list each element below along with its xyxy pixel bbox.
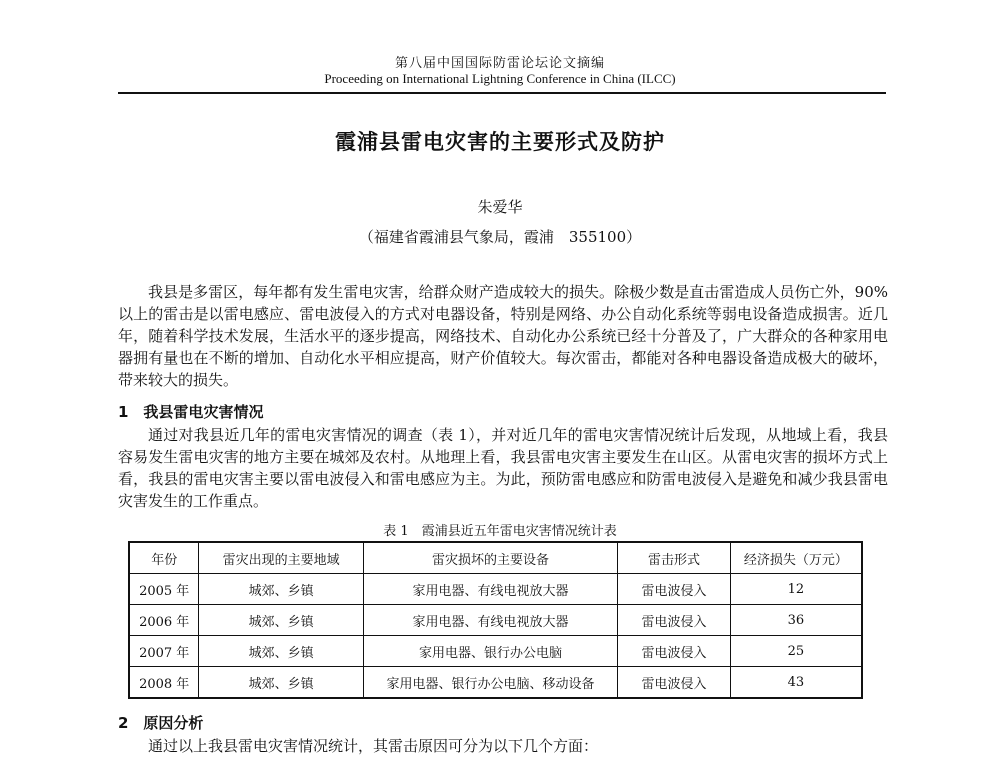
cell-loss: 36 [730, 605, 862, 636]
table-row [129, 574, 862, 605]
running-header-cn: 第八届中国国际防雷论坛论文摘编 [394, 56, 605, 71]
section-2-heading: 2 原因分析 [118, 714, 204, 732]
cell-equipment: 家用电器、银行办公电脑、移动设备 [363, 667, 617, 699]
intro-text: 我县是多雷区，每年都有发生雷电灾害，给群众财产造成较大的损失。除极少数是直击雷造成人员伤亡外，90%以上的雷击是以雷电感应、雷电波侵入的方式对电器设备，特别是网络、办公自动化系统等弱电设备造成损害。近几年，随着科学技术发展，生活水平的逐步提高，网络技术、自动化办公系统已经十分普及了，广大群众的各种家用电器拥有量也在不断的增加、自动化水平相应提高，财产价值较大。每次雷击，都能对各种电器设备造成极大的破坏，带来较大的损失。 [118, 283, 888, 389]
cell-loss: 25 [730, 636, 862, 667]
cell-year: 2005 年 [129, 574, 199, 605]
cell-region: 城郊、乡镇 [199, 605, 364, 636]
cell-year: 2007 年 [129, 636, 199, 667]
section-1-heading: 1 我县雷电灾害情况 [118, 403, 264, 421]
cell-form: 雷电波侵入 [618, 605, 731, 636]
running-header-en: Proceeding on International Lightning Conference in China (ILCC) [324, 71, 676, 86]
cell-region: 城郊、乡镇 [199, 574, 364, 605]
intro-paragraph [118, 281, 888, 391]
header-year: 年份 [129, 542, 199, 574]
section-1-paragraph [118, 424, 888, 512]
header-loss: 经济损失（万元） [730, 542, 862, 574]
header-equipment: 雷灾损坏的主要设备 [363, 542, 617, 574]
cell-loss: 12 [730, 574, 862, 605]
section-2-paragraph [118, 735, 888, 757]
cell-loss: 43 [730, 667, 862, 699]
disaster-stats-table [128, 541, 863, 699]
table-row [129, 667, 862, 699]
section-2-text: 通过以上我县雷电灾害情况统计，其雷击原因可分为以下几个方面： [148, 737, 599, 755]
cell-year: 2008 年 [129, 667, 199, 699]
header-divider [118, 92, 886, 94]
paper-title: 霞浦县雷电灾害的主要形式及防护 [335, 130, 665, 154]
section-1-text: 通过对我县近几年的雷电灾害情况的调查（表 1），并对近几年的雷电灾害情况统计后发现，从地域上看，我县容易发生雷电灾害的地方主要在城郊及农村。从地理上看，我县雷电灾害主要发生在山区。从雷电灾害的损坏方式上看，我县的雷电灾害主要以雷电波侵入和雷电感应为主。为此，预防雷电感应和防雷电波侵入是避免和减少我县雷电灾害发生的工作重点。 [118, 426, 888, 510]
cell-form: 雷电波侵入 [618, 574, 731, 605]
cell-form: 雷电波侵入 [618, 636, 731, 667]
cell-equipment: 家用电器、银行办公电脑 [363, 636, 617, 667]
table-header-row [129, 542, 862, 574]
cell-region: 城郊、乡镇 [199, 636, 364, 667]
header-region: 雷灾出现的主要地域 [199, 542, 364, 574]
header-form: 雷击形式 [618, 542, 731, 574]
cell-region: 城郊、乡镇 [199, 667, 364, 699]
author-name: 朱爱华 [477, 198, 523, 216]
table-row [129, 636, 862, 667]
cell-equipment: 家用电器、有线电视放大器 [363, 574, 617, 605]
cell-year: 2006 年 [129, 605, 199, 636]
cell-equipment: 家用电器、有线电视放大器 [363, 605, 617, 636]
table-row [129, 605, 862, 636]
author-affiliation: （福建省霞浦县气象局，霞浦 355100） [358, 228, 642, 246]
cell-form: 雷电波侵入 [618, 667, 731, 699]
table-caption: 表 1 霞浦县近五年雷电灾害情况统计表 [383, 524, 617, 539]
